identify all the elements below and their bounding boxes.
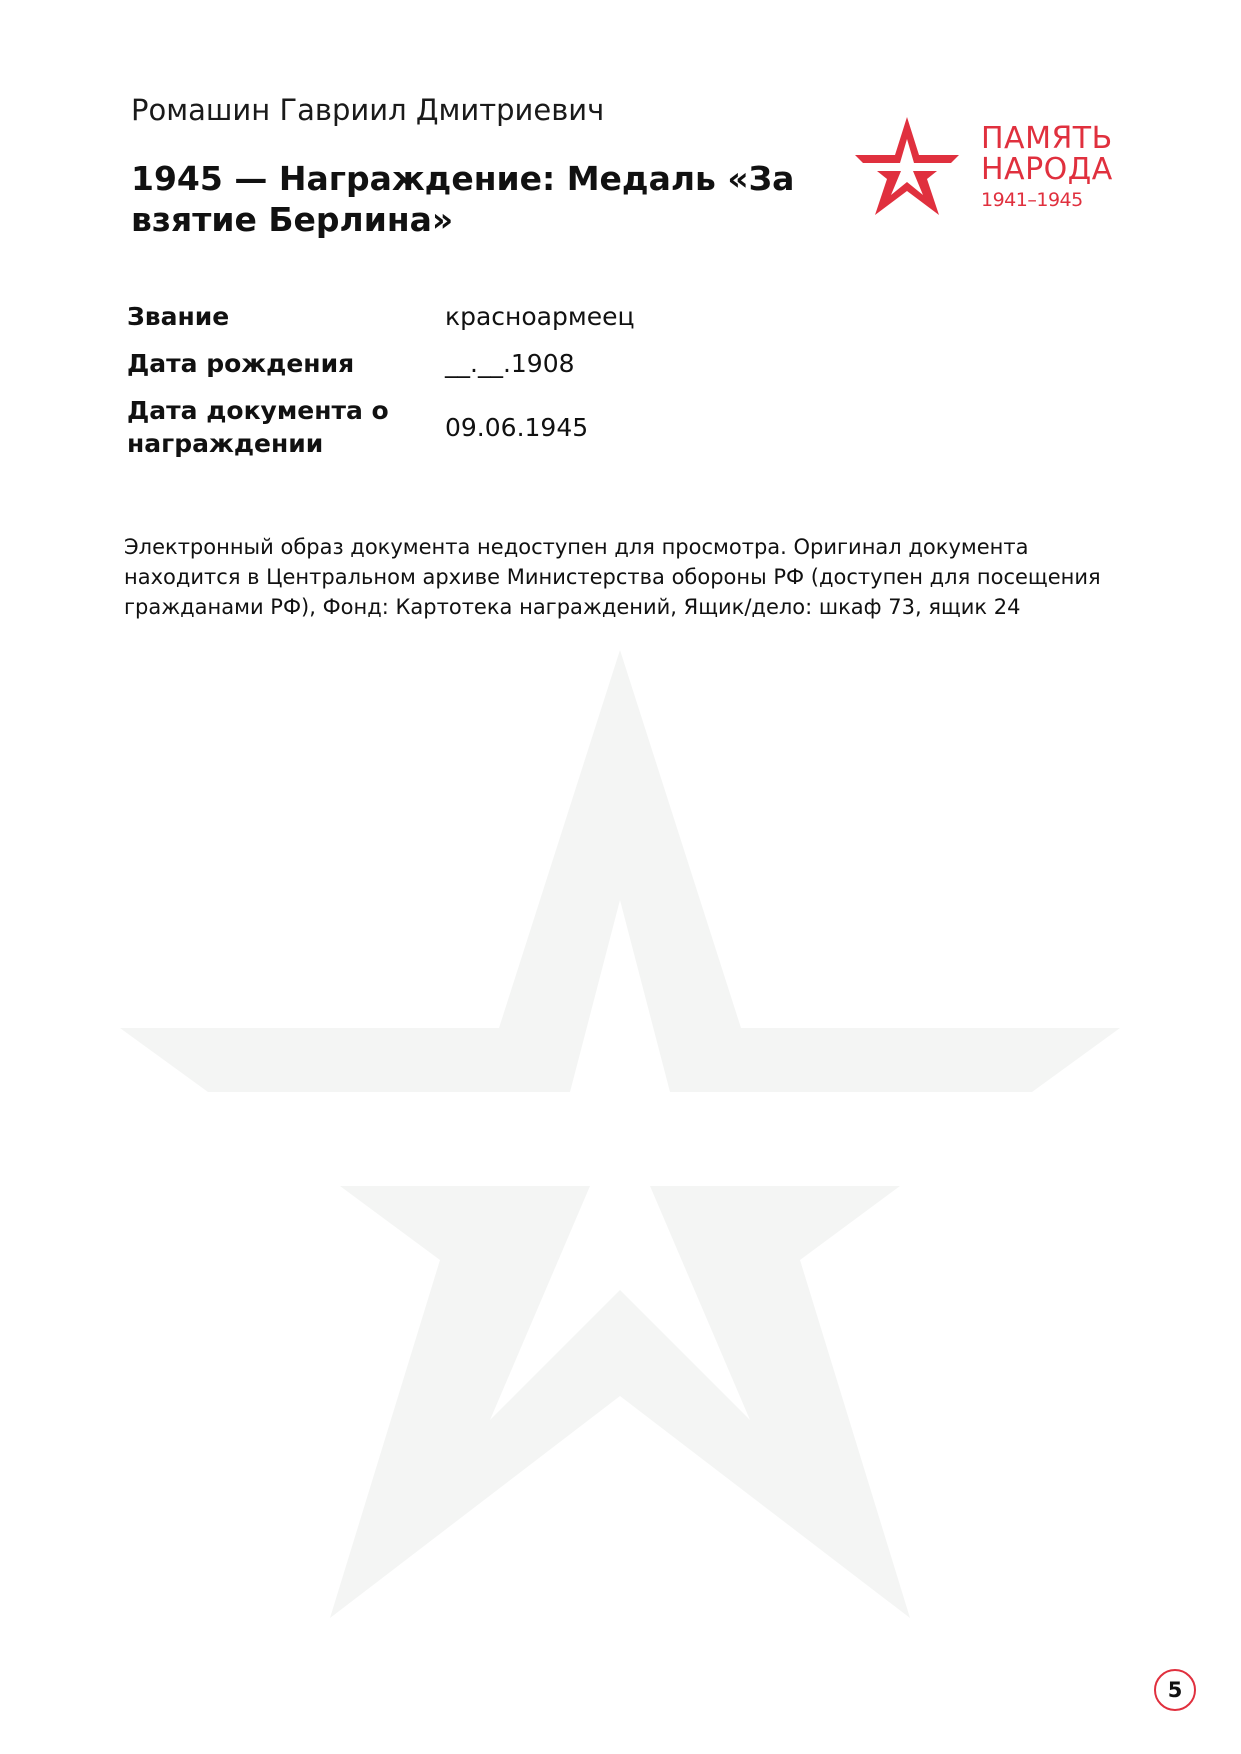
field-value: красноармеец <box>445 302 635 331</box>
field-label: Звание <box>127 302 230 331</box>
archive-note: Электронный образ документа недоступен для просмотра. Оригинал документа находится в Центральном архиве Министерства обороны РФ (доступен для посещения гражданами РФ), Фонд: Картотека награждений, Ящик/дело: шкаф 73, ящик 24 <box>124 535 1101 619</box>
logo-years: 1941–1945 <box>981 189 1083 211</box>
star-icon <box>855 117 959 217</box>
logo-line-1: ПАМЯТЬ <box>981 121 1113 156</box>
field-row-document-date <box>127 394 1027 460</box>
field-row-rank <box>127 300 1027 333</box>
person-name: Ромашин Гавриил Дмитриевич <box>131 93 605 127</box>
pamyat-naroda-logo <box>855 117 1125 221</box>
field-row-birth-date <box>127 347 1027 380</box>
award-details <box>127 300 1027 474</box>
logo-text <box>981 123 1113 213</box>
page-title: 1945 — Награждение: Медаль «За взятие Берлина» <box>131 159 795 239</box>
field-label: Дата документа о награждении <box>127 396 389 458</box>
field-value: 09.06.1945 <box>445 412 589 442</box>
logo-line-2: НАРОДА <box>981 152 1113 187</box>
field-value: __.__.1908 <box>445 349 575 378</box>
page-number: 5 <box>1154 1669 1196 1711</box>
star-watermark-icon <box>120 650 1120 1630</box>
field-label: Дата рождения <box>127 349 355 378</box>
